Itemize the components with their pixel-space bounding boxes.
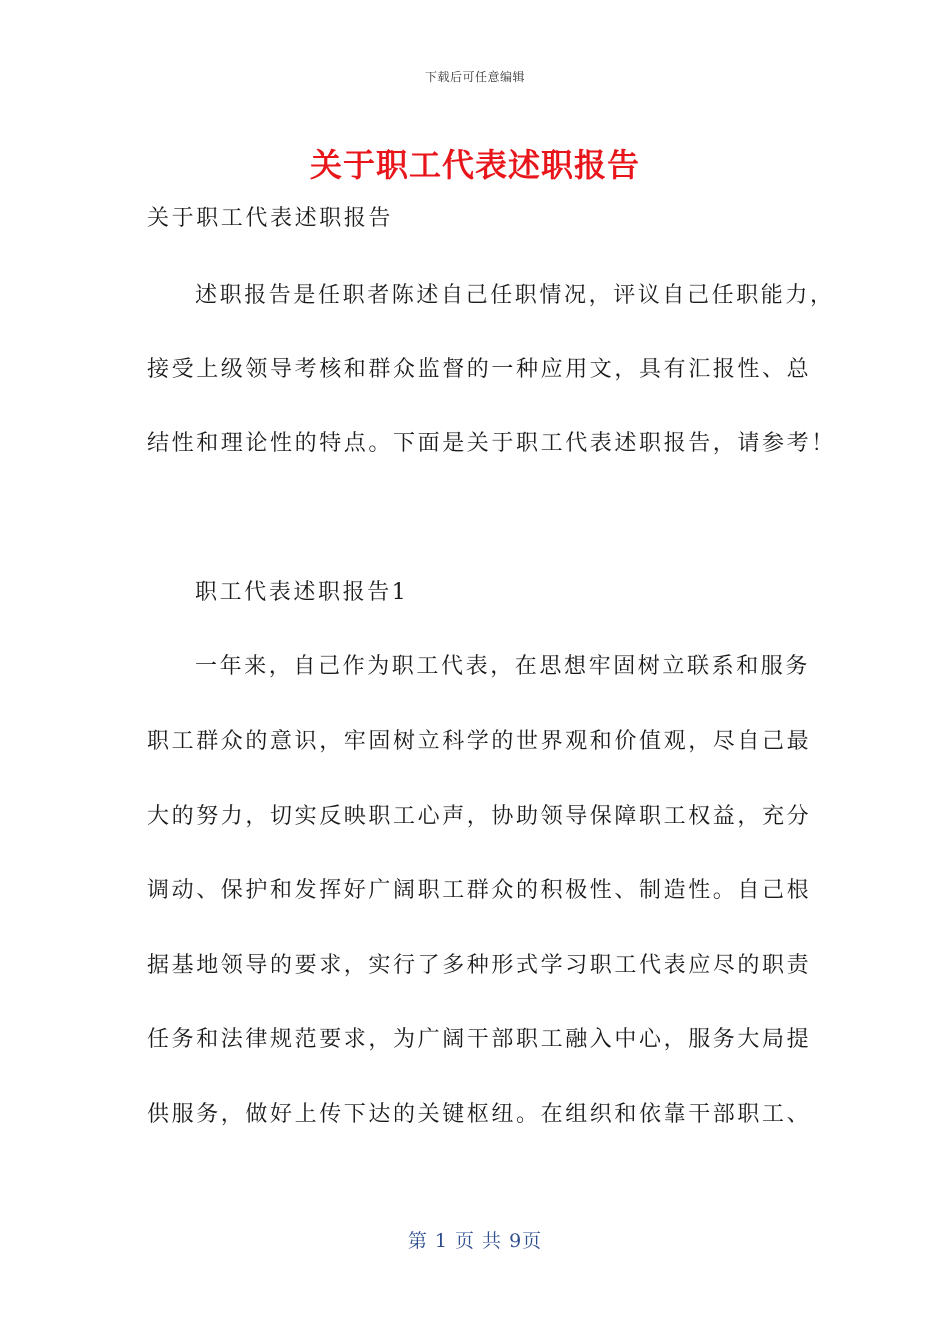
body-line: 调动、保护和发挥好广阔职工群众的积极性、制造性。自己根	[147, 878, 812, 903]
intro-line: 结性和理论性的特点。下面是关于职工代表述职报告，请参考！	[147, 431, 836, 456]
section-heading: 职工代表述职报告1	[195, 580, 409, 605]
body-line: 任务和法律规范要求，为广阔干部职工融入中心，服务大局提	[147, 1027, 812, 1052]
intro-line: 接受上级领导考核和群众监督的一种应用文，具有汇报性、总	[147, 357, 812, 382]
body-line: 职工群众的意识，牢固树立科学的世界观和价值观，尽自己最	[147, 729, 812, 754]
intro-line: 述职报告是任职者陈述自己任职情况，评议自己任职能力，	[195, 283, 835, 308]
body-line: 供服务，做好上传下达的关键枢纽。在组织和依靠干部职工、	[147, 1102, 812, 1127]
page-number-footer: 第 1 页 共 9页	[407, 1230, 543, 1252]
body-line: 一年来，自己作为职工代表，在思想牢固树立联系和服务	[195, 654, 811, 679]
body-line: 大的努力，切实反映职工心声，协助领导保障职工权益，充分	[147, 804, 812, 829]
document-title: 关于职工代表述职报告	[309, 146, 640, 184]
subtitle-line: 关于职工代表述职报告	[147, 206, 394, 231]
body-line: 据基地领导的要求，实行了多种形式学习职工代表应尽的职责	[147, 953, 812, 978]
header-note: 下载后可任意编辑	[424, 70, 525, 84]
